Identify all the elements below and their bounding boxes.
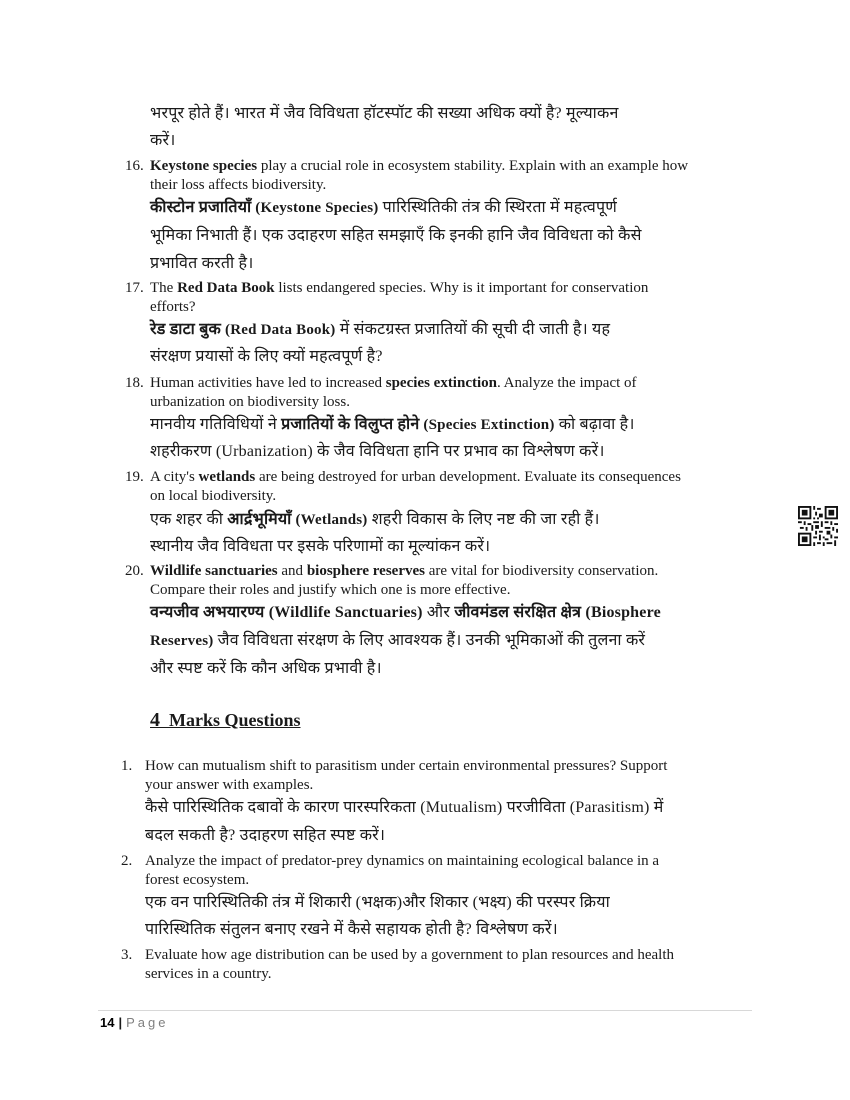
- question-hindi-line: एक शहर की आर्द्रभूमियाँ (Wetlands) शहरी विकास के लिए नष्ट की जा रही हैं।: [150, 511, 600, 528]
- page-footer: [100, 1015, 168, 1030]
- question-hindi-line: एक वन पारिस्थितिकी तंत्र में शिकारी (भक्षक)और शिकार (भक्ष्य) की परस्पर क्रिया: [145, 894, 610, 911]
- question-hindi-line: और स्पष्ट करें कि कौन अधिक प्रभावी है।: [150, 660, 382, 677]
- question-english-line: Keystone species play a crucial role in ecosystem stability. Explain with an example how: [150, 158, 689, 174]
- question-english-line: A city's wetlands are being destroyed for urban development. Evaluate its consequences: [150, 469, 681, 485]
- page-label: Page: [126, 1015, 169, 1030]
- continuation-line: भरपूर होते हैं। भारत में जैव विविधता हॉटस्पॉट की सख्या अधिक क्यों है? मूल्याकन: [150, 105, 619, 122]
- question-hindi-line: वन्यजीव अभयारण्य (Wildlife Sanctuaries) और जीवमंडल संरक्षित क्षेत्र (Biosphere: [150, 604, 661, 621]
- question-english-line: Wildlife sanctuaries and biosphere reserves are vital for biodiversity conservation.: [150, 563, 659, 579]
- question-number: 2.: [121, 853, 133, 869]
- question-english-line: Human activities have led to increased species extinction. Analyze the impact of: [150, 375, 637, 391]
- question-number: 1.: [121, 758, 133, 774]
- question-hindi-line: रेड डाटा बुक (Red Data Book) में संकटग्रस्त प्रजातियों की सूची दी जाती है। यह: [150, 321, 611, 338]
- footer-separator: |: [118, 1015, 123, 1030]
- question-english-line: Compare their roles and justify which one is more effective.: [150, 582, 511, 598]
- question-number: 20.: [125, 563, 144, 579]
- question-english-line: The Red Data Book lists endangered species. Why is it important for conservation: [150, 280, 649, 296]
- question-english-line: efforts?: [150, 299, 196, 315]
- question-english-line: on local biodiversity.: [150, 488, 277, 504]
- question-hindi-line: भूमिका निभाती हैं। एक उदाहरण सहित समझाएँ कि इनकी हानि जैव विविधता को कैसे: [150, 227, 642, 244]
- section-heading: 4 Marks Questions: [150, 709, 301, 731]
- qr-code-icon: [798, 506, 838, 546]
- question-hindi-line: शहरीकरण (Urbanization) के जैव विविधता हानि पर प्रभाव का विश्लेषण करें।: [150, 443, 605, 460]
- question-number: 18.: [125, 375, 144, 391]
- question-hindi-line: Reserves) जैव विविधता संरक्षण के लिए आवश्यक हैं। उनकी भूमिकाओं की तुलना करें: [150, 632, 646, 649]
- question-english-line: your answer with examples.: [145, 777, 314, 793]
- question-hindi-line: कैसे पारिस्थितिक दबावों के कारण पारस्परिकता (Mutualism) परजीविता (Parasitism) में: [145, 799, 664, 816]
- question-english-line: their loss affects biodiversity.: [150, 177, 327, 193]
- question-english-line: Analyze the impact of predator-prey dynamics on maintaining ecological balance in a: [145, 853, 660, 869]
- question-english-line: forest ecosystem.: [145, 872, 250, 888]
- question-number: 16.: [125, 158, 144, 174]
- footer-divider: [98, 1010, 752, 1011]
- question-hindi-line: कीस्टोन प्रजातियाँ (Keystone Species) पारिस्थितिकी तंत्र की स्थिरता में महत्वपूर्ण: [150, 199, 618, 216]
- question-english-line: urbanization on biodiversity loss.: [150, 394, 350, 410]
- question-hindi-line: पारिस्थितिक संतुलन बनाए रखने में कैसे सहायक होती है? विश्लेषण करें।: [145, 921, 558, 938]
- question-number: 17.: [125, 280, 144, 296]
- question-number: 19.: [125, 469, 144, 485]
- question-number: 3.: [121, 947, 133, 963]
- page-number: 14: [100, 1015, 115, 1030]
- continuation-line: करें।: [150, 132, 176, 149]
- question-english-line: services in a country.: [145, 966, 272, 982]
- question-english-line: How can mutualism shift to parasitism under certain environmental pressures? Support: [145, 758, 668, 774]
- question-hindi-line: स्थानीय जैव विविधता पर इसके परिणामों का मूल्यांकन करें।: [150, 538, 491, 555]
- question-hindi-line: मानवीय गतिविधियों ने प्रजातियों के विलुप्त होने (Species Extinction) को बढ़ावा है।: [150, 416, 635, 433]
- question-hindi-line: बदल सकती है? उदाहरण सहित स्पष्ट करें।: [145, 827, 386, 844]
- question-hindi-line: संरक्षण प्रयासों के लिए क्यों महत्वपूर्ण है?: [150, 348, 383, 365]
- question-hindi-line: प्रभावित करती है।: [150, 255, 254, 272]
- question-english-line: Evaluate how age distribution can be used by a government to plan resources and health: [145, 947, 674, 963]
